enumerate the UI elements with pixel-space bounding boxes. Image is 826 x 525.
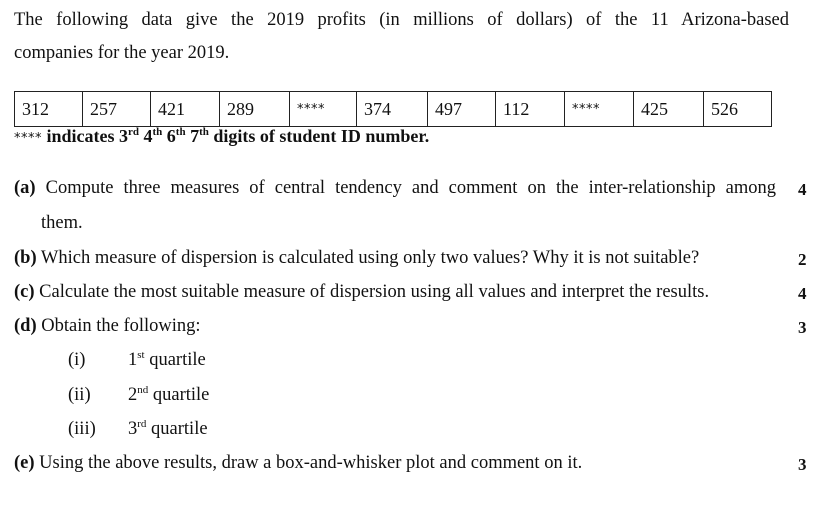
ordinal-suffix: st [137,349,145,361]
data-cell: 425 [634,92,704,127]
question-a-marks: 4 [798,180,807,199]
table-row [15,92,772,127]
note-text: digits of student ID number. [208,126,430,146]
masked-data-cell: **** [290,92,357,127]
question-a-continuation: them. [41,213,83,233]
data-cell: 526 [704,92,772,127]
intro-line-1: The following data give the 2019 profits (in millions of dollars) of the 11 Arizona-based [14,10,789,30]
sub-item-text [128,419,208,440]
question-c [14,282,709,303]
sub-item-number: (iii) [68,419,96,439]
ordinal: 1 [128,350,138,370]
question-label: (e) [14,453,35,473]
question-label: (b) [14,248,37,268]
note-text: indicates 3 [46,126,129,146]
question-text: Calculate the most suitable measure of dispersion using all values and interpret the results. [39,282,710,302]
question-c-marks: 4 [798,284,807,303]
note-stars: **** [14,131,42,146]
question-label: (d) [14,316,37,336]
data-cell: 257 [83,92,151,127]
question-label: (c) [14,282,35,302]
question-b-marks: 2 [798,250,807,269]
masked-data-cell: **** [565,92,634,127]
data-cell: 312 [15,92,83,127]
note-text: 7 [185,126,200,146]
question-text: Obtain the following: [41,316,201,336]
ordinal: 2 [128,385,138,405]
question-label: (a) [14,178,36,198]
question-d-marks: 3 [798,318,807,337]
data-cell: 289 [220,92,290,127]
question-d [14,316,201,337]
note-text: 4 [139,126,153,146]
note-sup: th [175,126,186,138]
data-cell: 497 [428,92,496,127]
note-sup: rd [128,126,140,138]
masked-digits-note [14,126,429,147]
intro-line-2: companies for the year 2019. [14,43,230,63]
sub-item-number: (ii) [68,385,91,405]
question-text: Using the above results, draw a box-and-whisker plot and comment on it. [39,453,583,473]
question-e [14,453,582,474]
question-text: Which measure of dispersion is calculated using only two values? Why it is not suitable? [40,248,700,268]
note-sup: th [152,126,163,138]
sub-item-text [128,385,209,406]
note-text: 6 [162,126,176,146]
data-cell: 421 [151,92,220,127]
sub-item-label: quartile [148,385,210,405]
ordinal-suffix: rd [137,418,147,430]
ordinal: 3 [128,419,138,439]
question-text: Compute three measures of central tendency and comment on the inter-relationship among [45,178,777,198]
question-b [14,248,699,269]
data-cell: 374 [357,92,428,127]
question-a [14,178,776,199]
sub-item-number: (i) [68,350,86,370]
sub-item-label: quartile [144,350,206,370]
ordinal-suffix: nd [137,384,149,396]
profits-data-table [14,91,772,127]
question-e-marks: 3 [798,455,807,474]
intro-paragraph [14,4,789,70]
note-sup: th [199,126,209,138]
sub-item-label: quartile [146,419,208,439]
sub-item-text [128,350,206,371]
data-cell: 112 [496,92,565,127]
